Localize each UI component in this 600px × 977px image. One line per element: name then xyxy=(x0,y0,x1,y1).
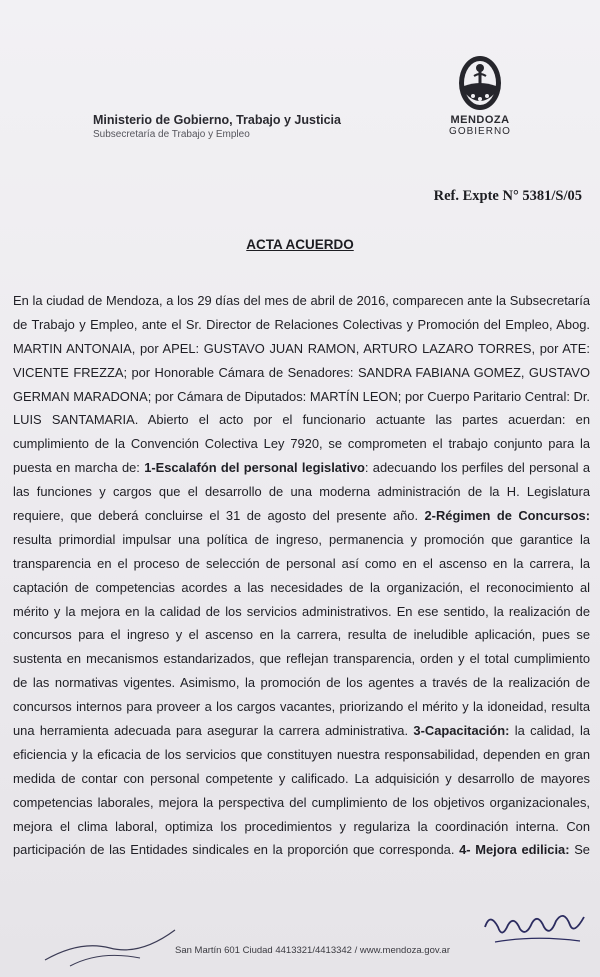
text-segment: captación de competencias acordes a las necesidades de la organización, el reconocimiento al xyxy=(13,579,590,595)
text-line xyxy=(13,528,590,552)
text-segment: requiere, que deberá concluirse el 31 de agosto del presente año. xyxy=(13,508,425,524)
logo-text-gobierno: GOBIERNO xyxy=(449,126,511,137)
text-segment: transparencia en el proceso de selección de personal así como en el ascenso en la carrera, la xyxy=(13,555,590,571)
document-title: ACTA ACUERDO xyxy=(246,237,354,252)
text-line xyxy=(13,647,590,671)
text-line xyxy=(13,767,590,791)
text-segment: una herramienta adecuada para asegurar la carrera administrativa. xyxy=(13,723,414,739)
text-line xyxy=(13,432,590,456)
text-segment: GERMAN MARADONA; por Cámara de Diputados: MARTÍN LEON; por Cuerpo Paritario Central: Dr. xyxy=(13,388,590,404)
document-body xyxy=(13,289,590,862)
text-segment: la calidad, la xyxy=(509,723,590,739)
text-line xyxy=(13,504,590,528)
text-segment: competencias laborales, mejora la perspectiva del cumplimiento de los objetivos organizacionales, xyxy=(13,794,590,810)
text-segment: Se xyxy=(569,842,590,858)
text-line xyxy=(13,408,590,432)
signature-icon xyxy=(480,897,590,957)
text-segment: concursos internos para proveer a los cargos vacantes, priorizando el mérito y la idoneidad, resulta xyxy=(13,699,590,715)
text-line xyxy=(13,695,590,719)
text-segment: sustenta en mecanismos estandarizados, que reflejan transparencia, orden y el total cumplimiento xyxy=(13,651,590,667)
text-line xyxy=(13,480,590,504)
text-segment: En la ciudad de Mendoza, a los 29 días del mes de abril de 2016, comparecen ante la Subsecretaría xyxy=(13,293,590,308)
bold-heading: 2-Régimen de Concursos: xyxy=(424,508,590,524)
text-segment: : adecuando los perfiles del personal a xyxy=(364,460,590,476)
text-segment: puesta en marcha de: xyxy=(13,460,145,476)
text-line xyxy=(13,600,590,624)
ministry-name: Ministerio de Gobierno, Trabajo y Justicia xyxy=(93,113,341,127)
text-segment: LUIS SANTAMARIA. Abierto el acto por el funcionario actuante las partes acuerdan: en xyxy=(13,412,590,428)
text-line xyxy=(13,791,590,815)
text-line xyxy=(13,361,590,385)
text-line xyxy=(13,337,590,361)
text-segment: mérito y la mejora en la calidad de los servicios administrativos. En ese sentido, la realización de xyxy=(13,603,590,619)
text-segment: resulta primordial impulsar una política de ingreso, permanencia y promoción que garantice la xyxy=(13,531,590,547)
text-line xyxy=(13,743,590,767)
text-segment: VICENTE FREZZA; por Honorable Cámara de Senadores: SANDRA FABIANA GOMEZ, GUSTAVO xyxy=(13,364,590,380)
ministry-subtitle: Subsecretaría de Trabajo y Empleo xyxy=(93,129,250,140)
text-segment: participación de las Entidades sindicales en la proporción que corresponda. xyxy=(13,842,460,858)
margin-scribble-icon xyxy=(40,900,180,970)
text-line xyxy=(13,576,590,600)
footer-address: San Martín 601 Ciudad 4413321/4413342 / www.mendoza.gov.ar xyxy=(175,945,450,956)
text-line xyxy=(13,313,590,337)
text-line xyxy=(13,289,590,313)
text-segment: medida de contar con personal competente y calificado. La adquisición y desarrollo de mayores xyxy=(13,770,590,786)
text-line xyxy=(13,671,590,695)
text-segment: eficiencia y la eficacia de los servicios que constituyen nuestra responsabilidad, dependen en gran xyxy=(13,746,590,762)
bold-heading: 3-Capacitación: xyxy=(413,723,510,739)
reference-number: Ref. Expte N° 5381/S/05 xyxy=(433,188,582,204)
text-line xyxy=(13,385,590,409)
text-segment: MARTIN ANTONAIA, por APEL: GUSTAVO JUAN RAMON, ARTURO LAZARO TORRES, por ATE: xyxy=(13,340,590,356)
text-line xyxy=(13,623,590,647)
text-segment: cumplimiento de la Convención Colectiva Ley 7920, se comprometen el trabajo conjunto para la xyxy=(13,436,590,452)
ministry-header xyxy=(93,113,413,141)
text-line xyxy=(13,456,590,480)
text-line xyxy=(13,552,590,576)
mendoza-shield-icon xyxy=(456,54,504,112)
bold-heading: 4- Mejora edilicia: xyxy=(459,842,570,858)
text-line xyxy=(13,838,590,862)
text-segment: de Trabajo y Empleo, ante el Sr. Director de Relaciones Colectivas y Promoción del Empleo, Abog. xyxy=(13,316,590,332)
mendoza-logo xyxy=(440,54,520,144)
text-segment: las funciones y cargos que el desarrollo de una moderna administración de la H. Legislatura xyxy=(13,484,590,500)
text-segment: de las normativas vigentes. Asimismo, la promoción de los agentes a través de la realización de xyxy=(13,675,590,691)
text-segment: mejora el clima laboral, optimiza los procedimientos y regulariza la coordinación interna. Con xyxy=(13,818,590,834)
text-line xyxy=(13,815,590,839)
text-line xyxy=(13,719,590,743)
logo-text-mendoza: MENDOZA xyxy=(450,114,510,126)
bold-heading: 1-Escalafón del personal legislativo xyxy=(144,460,365,476)
text-segment: concursos para el ingreso y el ascenso en la carrera, resulta de ineludible aplicación, pues se xyxy=(13,627,590,643)
